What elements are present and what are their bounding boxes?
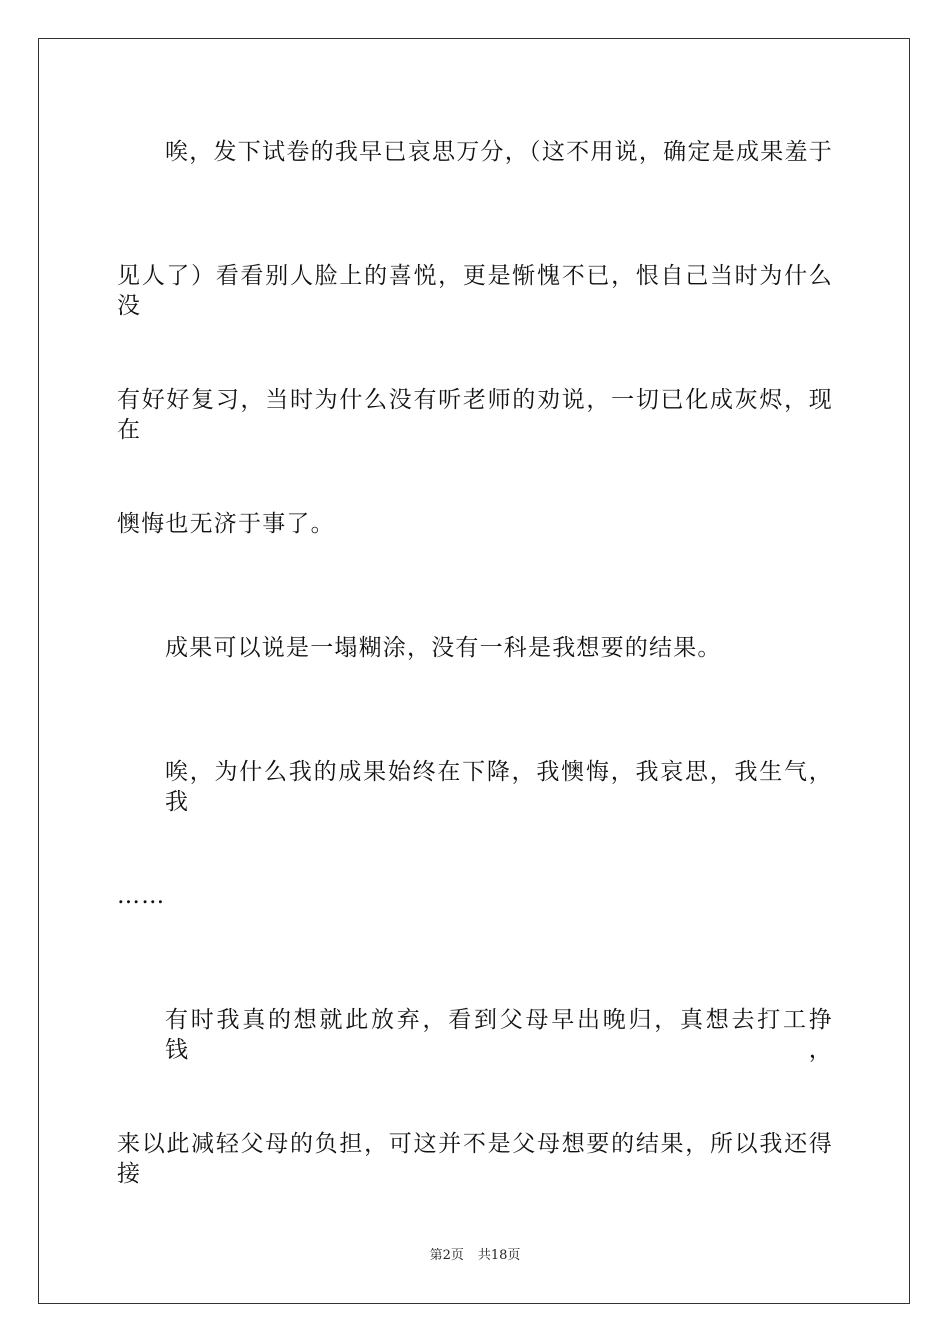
- paragraph-line-2: 见人了）看看别人脸上的喜悦，更是惭愧不已，恨自己当时为什么没: [117, 263, 833, 319]
- paragraph-line-3: 有好好复习，当时为什么没有听老师的劝说，一切已化成灰烬，现在: [117, 387, 833, 443]
- paragraph-line-6: 唉，为什么我的成果始终在下降，我懊悔，我哀思，我生气，我: [165, 759, 833, 815]
- page-number: 第2页: [429, 1248, 464, 1263]
- paragraph-line-7: ……: [117, 883, 166, 909]
- page-border: [38, 38, 910, 1304]
- paragraph-line-9: 来以此减轻父母的负担，可这并不是父母想要的结果，所以我还得接: [117, 1131, 833, 1187]
- paragraph-line-4: 懊悔也无济于事了。: [117, 511, 335, 537]
- page-footer: [0, 1247, 950, 1265]
- page-total: 共18页: [477, 1248, 521, 1263]
- paragraph-line-5: 成果可以说是一塌糊涂，没有一科是我想要的结果。: [165, 635, 722, 661]
- paragraph-line-1: 唉，发下试卷的我早已哀思万分，（这不用说，确定是成果羞于: [165, 139, 833, 165]
- paragraph-line-8: 有时我真的想就此放弃，看到父母早出晚归，真想去打工挣钱，: [165, 1007, 833, 1063]
